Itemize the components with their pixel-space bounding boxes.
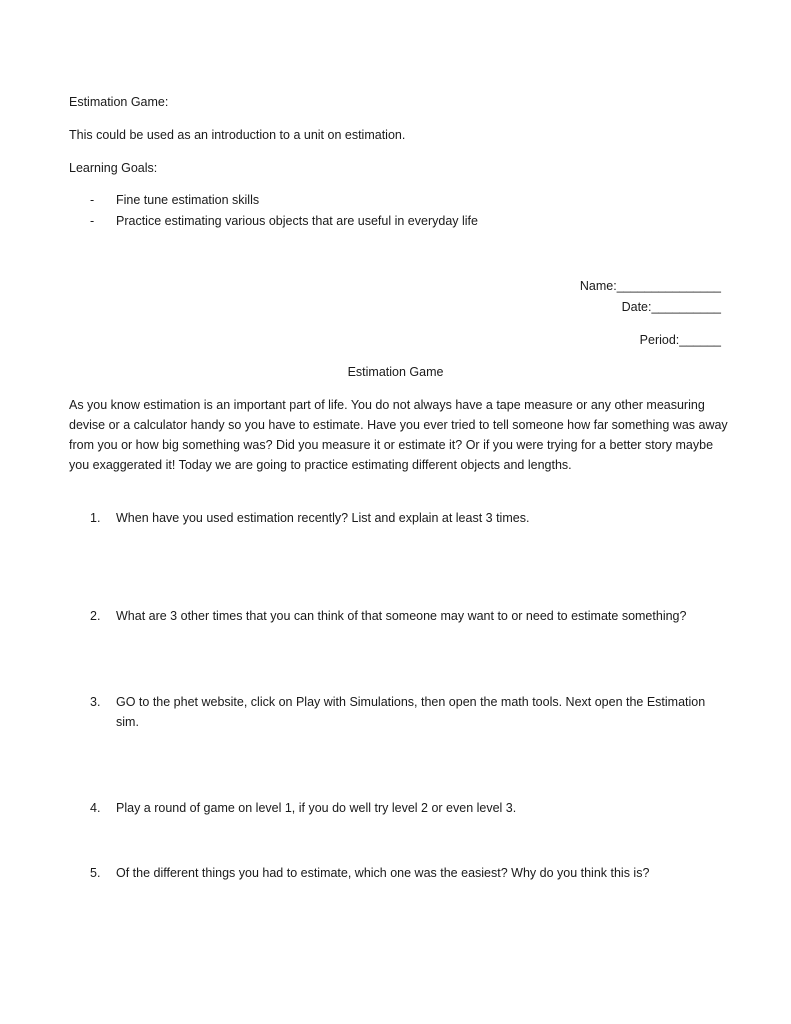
question-number: 3.	[90, 695, 101, 709]
question-text: GO to the phet website, click on Play with Simulations, then open the math tools. Next open the Estimation sim.	[116, 695, 706, 729]
learning-goals-label: Learning Goals:	[69, 161, 158, 175]
bullet-dash: -	[90, 193, 95, 207]
question-text: Play a round of game on level 1, if you do well try level 2 or even level 3.	[116, 801, 517, 815]
question-number: 2.	[90, 609, 101, 623]
question-item	[90, 508, 710, 528]
question-item	[90, 798, 710, 818]
worksheet-title: Estimation Game	[347, 365, 444, 379]
question-number: 4.	[90, 801, 101, 815]
question-item	[90, 692, 710, 732]
name-field: Name:_______________	[579, 279, 721, 293]
learning-goal-item	[90, 211, 478, 231]
learning-goal-text: Practice estimating various objects that are useful in everyday life	[116, 214, 478, 228]
question-number: 5.	[90, 866, 101, 880]
intro-note: This could be used as an introduction to a unit on estimation.	[69, 128, 406, 142]
intro-paragraph: As you know estimation is an important part of life. You do not always have a tape measure or any other measuring devise or a calculator handy so you have to estimate. Have you ever tried to tell someone how far something was away from you or how big something was? Did you measure it or estimate it? Or if you were trying for a better story maybe you exaggerated it! Today we are going to practice estimating different objects and lengths.	[69, 398, 728, 472]
question-item	[90, 606, 710, 626]
learning-goal-text: Fine tune estimation skills	[116, 193, 260, 207]
learning-goal-item	[90, 190, 259, 210]
bullet-dash: -	[90, 214, 95, 228]
question-item	[90, 863, 710, 883]
question-number: 1.	[90, 511, 101, 525]
document-title: Estimation Game:	[69, 95, 169, 109]
question-text: Of the different things you had to estimate, which one was the easiest? Why do you think this is?	[116, 866, 650, 880]
period-field: Period:______	[639, 333, 721, 347]
question-text: When have you used estimation recently? List and explain at least 3 times.	[116, 511, 530, 525]
date-field: Date:__________	[621, 300, 721, 314]
question-text: What are 3 other times that you can think of that someone may want to or need to estimate something?	[116, 609, 687, 623]
